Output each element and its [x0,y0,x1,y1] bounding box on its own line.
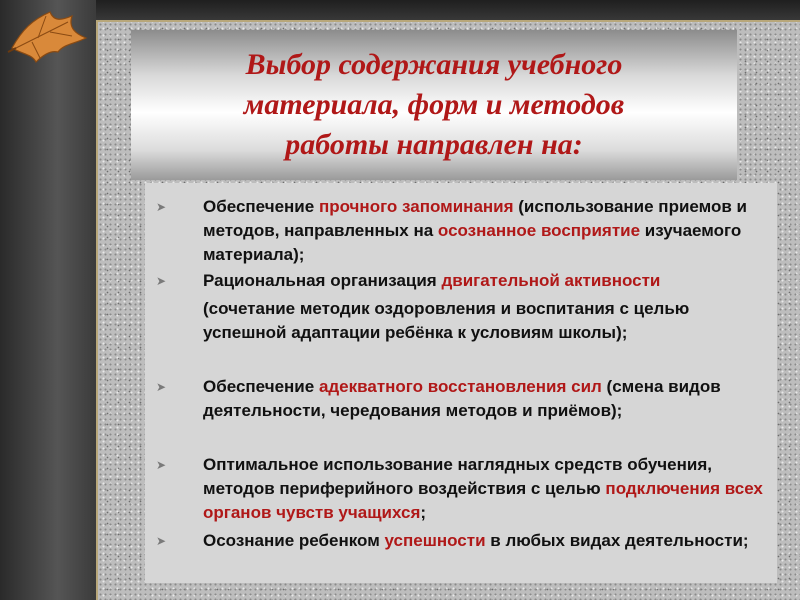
text-run: Оптимальное использование наглядных средств обучения, методов периферийного воздействия с целью [203,455,712,498]
text-run: Обеспечение [203,197,319,216]
list-item-text [165,269,767,293]
text-run: ; [420,503,427,522]
highlighted-phrase: прочного запоминания [318,197,514,216]
content-panel [145,183,777,583]
frame-divider-horizontal [96,20,800,22]
highlighted-phrase: успешности [384,531,486,550]
list-item-3 [175,297,767,345]
list-item-text [165,453,767,525]
text-run: Рациональная организация [203,271,442,290]
arrowhead-bullet-icon: ➤ [156,458,167,472]
slide-frame-top [96,0,800,22]
highlighted-phrase: двигательной активности [441,271,661,290]
text-run: Обеспечение [203,377,319,396]
frame-divider-vertical [96,20,98,600]
list-item-2 [156,269,767,293]
slide-title: Выбор содержания учебного материала, форм и методов работы направлен на: [243,48,625,161]
list-item-text [165,529,767,553]
text-run: Осознание ребенком [203,531,385,550]
arrowhead-bullet-icon: ➤ [156,534,167,548]
list-item-text [165,195,767,267]
list-item-text [175,297,767,345]
arrowhead-bullet-icon: ➤ [156,200,167,214]
list-item-text [165,375,767,423]
list-item-1 [156,195,767,267]
text-run: (сочетание методик оздоровления и воспитания с целью успешной адаптации ребёнка к условиям школы); [203,299,690,342]
highlighted-phrase: осознанное восприятие [437,221,641,240]
text-run: изучаемого материала); [203,221,742,264]
text-run: (смена видов деятельности, чередования методов и приёмов); [203,377,721,420]
slide-frame-left [0,0,96,600]
highlighted-phrase: адекватного восстановления сил [318,377,602,396]
arrowhead-bullet-icon: ➤ [156,274,167,288]
list-item-4 [156,375,767,423]
text-run: (использование приемов и методов, направленных на [203,197,747,240]
autumn-leaf-icon [2,0,92,70]
highlighted-phrase: подключения всех органов чувств учащихся [203,479,763,522]
list-item-6 [156,529,767,553]
text-run: в любых видах деятельности; [485,531,749,550]
title-banner [131,30,737,180]
arrowhead-bullet-icon: ➤ [156,380,167,394]
list-item-5 [156,453,767,525]
